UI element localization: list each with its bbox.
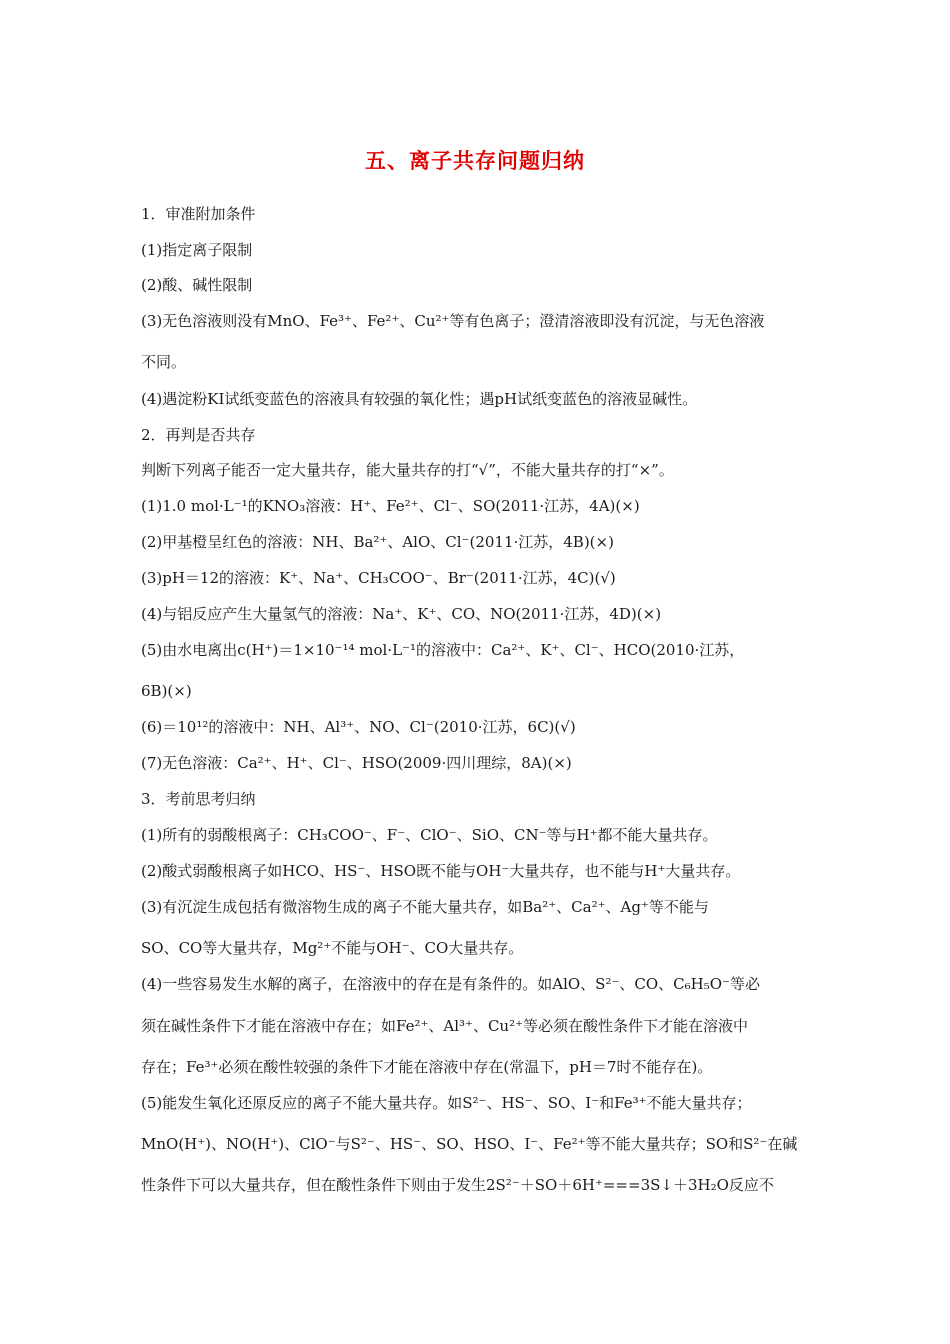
text-line: (3)无色溶液则没有MnO、Fe³⁺、Fe²⁺、Cu²⁺等有色离子；澄清溶液即没有沉淀，与无色溶液 [141,312,765,330]
text-line: (2)酸式弱酸根离子如HCO、HS⁻、HSO既不能与OH⁻大量共存，也不能与H⁺大量共存。 [141,862,741,880]
text-line: 不同。 [141,353,187,371]
text-line: 判断下列离子能否一定大量共存，能大量共存的打“√”，不能大量共存的打“×”。 [141,461,674,479]
question-item: (1)1.0 mol·L⁻¹的KNO₃溶液：H⁺、Fe²⁺、Cl⁻、SO(2011·江苏，4A)(×) [141,497,640,515]
section-heading-2: 2．再判是否共存 [141,426,256,444]
text-line: 须在碱性条件下才能在溶液中存在；如Fe²⁺、Al³⁺、Cu²⁺等必须在酸性条件下才能在溶液中 [141,1017,749,1035]
page-title: 五、离子共存问题归纳 [365,149,585,173]
text-line: 性条件下可以大量共存，但在酸性条件下则由于发生2S²⁻＋SO＋6H⁺===3S↓＋3H₂O反应不 [141,1176,774,1194]
text-line: (1)所有的弱酸根离子：CH₃COO⁻、F⁻、ClO⁻、SiO、CN⁻等与H⁺都不能大量共存。 [141,826,718,844]
section-heading-3: 3．考前思考归纳 [141,790,256,808]
text-line: (5)能发生氧化还原反应的离子不能大量共存。如S²⁻、HS⁻、SO、I⁻和Fe³⁺不能大量共存； [141,1094,752,1112]
question-item: (6)＝10¹²的溶液中：NH、Al³⁺、NO、Cl⁻(2010·江苏，6C)(√) [141,718,576,736]
text-line: (4)一些容易发生水解的离子，在溶液中的存在是有条件的。如AlO、S²⁻、CO、C₆H₅O⁻等必 [141,975,760,993]
text-line: (4)遇淀粉KI试纸变蓝色的溶液具有较强的氧化性；遇pH试纸变蓝色的溶液显碱性。 [141,390,698,408]
question-item: (4)与铝反应产生大量氢气的溶液：Na⁺、K⁺、CO、NO(2011·江苏，4D)(×) [141,605,662,623]
question-item: (7)无色溶液：Ca²⁺、H⁺、Cl⁻、HSO(2009·四川理综，8A)(×) [141,754,572,772]
text-line: 存在；Fe³⁺必须在酸性较强的条件下才能在溶液中存在(常温下，pH＝7时不能存在)。 [141,1058,713,1076]
question-item: 6B)(×) [141,682,192,700]
question-item: (2)甲基橙呈红色的溶液：NH、Ba²⁺、AlO、Cl⁻(2011·江苏，4B)(×) [141,533,614,551]
text-line: (2)酸、碱性限制 [141,276,253,294]
text-line: MnO(H⁺)、NO(H⁺)、ClO⁻与S²⁻、HS⁻、SO、HSO、I⁻、Fe²⁺等不能大量共存；SO和S²⁻在碱 [141,1135,798,1153]
question-item: (5)由水电离出c(H⁺)＝1×10⁻¹⁴ mol·L⁻¹的溶液中：Ca²⁺、K⁺、Cl⁻、HCO(2010·江苏， [141,641,745,659]
text-line: (1)指定离子限制 [141,241,253,259]
text-line: SO、CO等大量共存，Mg²⁺不能与OH⁻、CO大量共存。 [141,939,524,957]
section-heading-1: 1．审准附加条件 [141,205,256,223]
text-line: (3)有沉淀生成包括有微溶物生成的离子不能大量共存，如Ba²⁺、Ca²⁺、Ag⁺等不能与 [141,898,709,916]
question-item: (3)pH＝12的溶液：K⁺、Na⁺、CH₃COO⁻、Br⁻(2011·江苏，4C)(√) [141,569,616,587]
